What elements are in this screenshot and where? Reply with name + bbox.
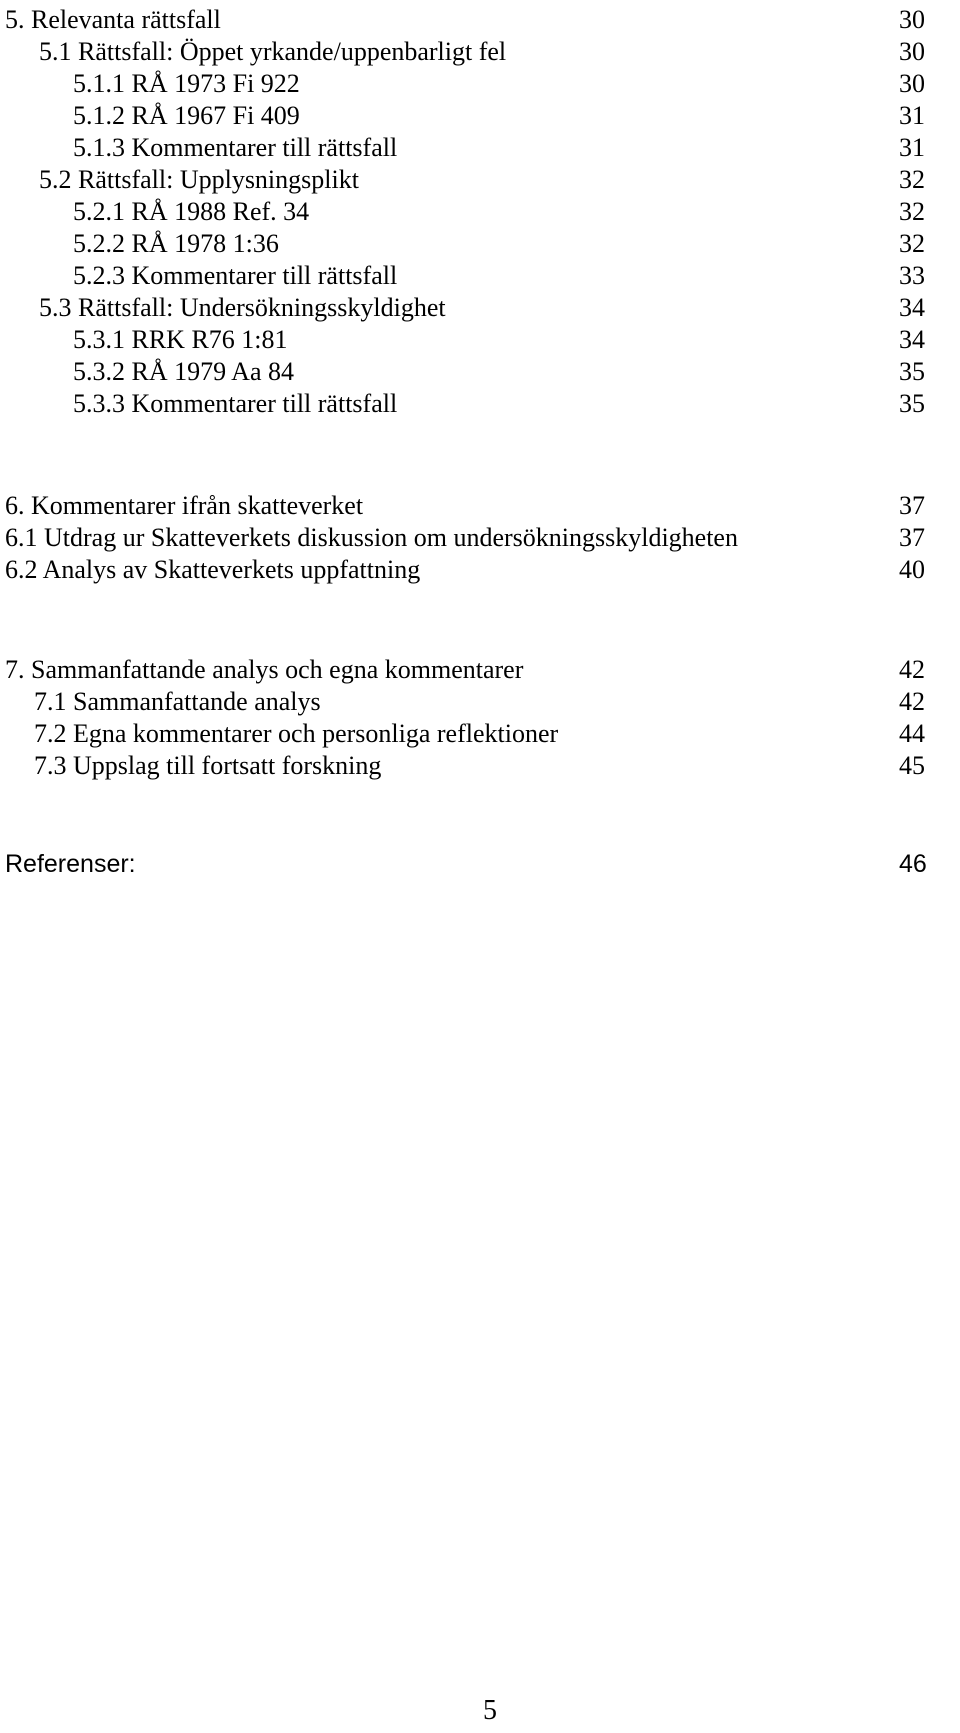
toc-entry-title: 6. Kommentarer ifrån skatteverket: [5, 491, 364, 520]
toc-entry-page: 42: [899, 655, 925, 684]
toc-entry-page: 32: [899, 229, 925, 258]
toc-entry-page: 45: [899, 751, 925, 780]
toc-entry-5-1[interactable]: [0, 36, 960, 68]
toc-entry-page: 40: [899, 555, 925, 584]
toc-entry-5-1-2[interactable]: [0, 100, 960, 132]
toc-entry-6-2[interactable]: [0, 554, 960, 586]
toc-entry-title: 5.1.3 Kommentarer till rättsfall: [73, 133, 398, 162]
toc-entry-title: 5.2.2 RÅ 1978 1:36: [73, 229, 279, 258]
toc-entry-title: 6.2 Analys av Skatteverkets uppfattning: [5, 555, 421, 584]
toc-entry-title: 7.2 Egna kommentarer och personliga reflektioner: [34, 719, 559, 748]
toc-entry-title: 5.3.1 RRK R76 1:81: [73, 325, 288, 354]
toc-entry-7-3[interactable]: [0, 750, 960, 782]
toc-entry-page: 31: [899, 101, 925, 130]
toc-entry-title: 5.1 Rättsfall: Öppet yrkande/uppenbarligt fel: [39, 37, 507, 66]
toc-entry-page: 37: [899, 491, 925, 520]
toc-entry-page: 33: [899, 261, 925, 290]
toc-entry-page: 32: [899, 197, 925, 226]
toc-entry-title: 6.1 Utdrag ur Skatteverkets diskussion om undersökningsskyldigheten: [5, 523, 738, 552]
toc-entry-5-2-3[interactable]: [0, 260, 960, 292]
toc-entry-page: 46: [899, 850, 927, 878]
toc-entry-page: 35: [899, 357, 925, 386]
toc-entry-title: 5.2.3 Kommentarer till rättsfall: [73, 261, 398, 290]
toc-entry-title: 5.1.2 RÅ 1967 Fi 409: [73, 101, 300, 130]
toc-entry-7-2[interactable]: [0, 718, 960, 750]
toc-entry-5-3-1[interactable]: [0, 324, 960, 356]
toc-entry-title: 5. Relevanta rättsfall: [5, 5, 221, 34]
toc-entry-6-1[interactable]: [0, 522, 960, 554]
toc-entry-5-3[interactable]: [0, 292, 960, 324]
toc-entry-page: 34: [899, 325, 925, 354]
toc-entry-5-3-3[interactable]: [0, 388, 960, 420]
toc-entry-5-3-2[interactable]: [0, 356, 960, 388]
toc-entry-5-1-3[interactable]: [0, 132, 960, 164]
toc-entry-title: 7.3 Uppslag till fortsatt forskning: [34, 751, 382, 780]
toc-entry-5[interactable]: [0, 4, 960, 36]
toc-entry-page: 44: [899, 719, 925, 748]
toc-entry-references[interactable]: [0, 848, 960, 880]
toc-entry-title: 5.3 Rättsfall: Undersökningsskyldighet: [39, 293, 446, 322]
toc-entry-page: 42: [899, 687, 925, 716]
toc-entry-page: 31: [899, 133, 925, 162]
toc-entry-title: 5.2.1 RÅ 1988 Ref. 34: [73, 197, 310, 226]
toc-entry-page: 37: [899, 523, 925, 552]
toc-entry-title: 7.1 Sammanfattande analys: [34, 687, 321, 716]
toc-entry-7[interactable]: [0, 654, 960, 686]
toc-entry-page: 30: [899, 69, 925, 98]
toc-entry-title: 5.3.2 RÅ 1979 Aa 84: [73, 357, 294, 386]
toc-entry-page: 34: [899, 293, 925, 322]
toc-entry-page: 32: [899, 165, 925, 194]
toc-entry-5-2-2[interactable]: [0, 228, 960, 260]
toc-entry-page: 30: [899, 5, 925, 34]
toc-entry-title: 7. Sammanfattande analys och egna kommentarer: [5, 655, 524, 684]
toc-entry-6[interactable]: [0, 490, 960, 522]
toc-entry-title: 5.2 Rättsfall: Upplysningsplikt: [39, 165, 359, 194]
toc-entry-page: 35: [899, 389, 925, 418]
toc-entry-7-1[interactable]: [0, 686, 960, 718]
toc-entry-5-1-1[interactable]: [0, 68, 960, 100]
toc-entry-title: 5.3.3 Kommentarer till rättsfall: [73, 389, 398, 418]
toc-entry-title: Referenser:: [5, 850, 136, 878]
toc-entry-page: 30: [899, 37, 925, 66]
toc-entry-title: 5.1.1 RÅ 1973 Fi 922: [73, 69, 300, 98]
page-number: 5: [483, 1695, 497, 1726]
toc-entry-5-2[interactable]: [0, 164, 960, 196]
toc-entry-5-2-1[interactable]: [0, 196, 960, 228]
